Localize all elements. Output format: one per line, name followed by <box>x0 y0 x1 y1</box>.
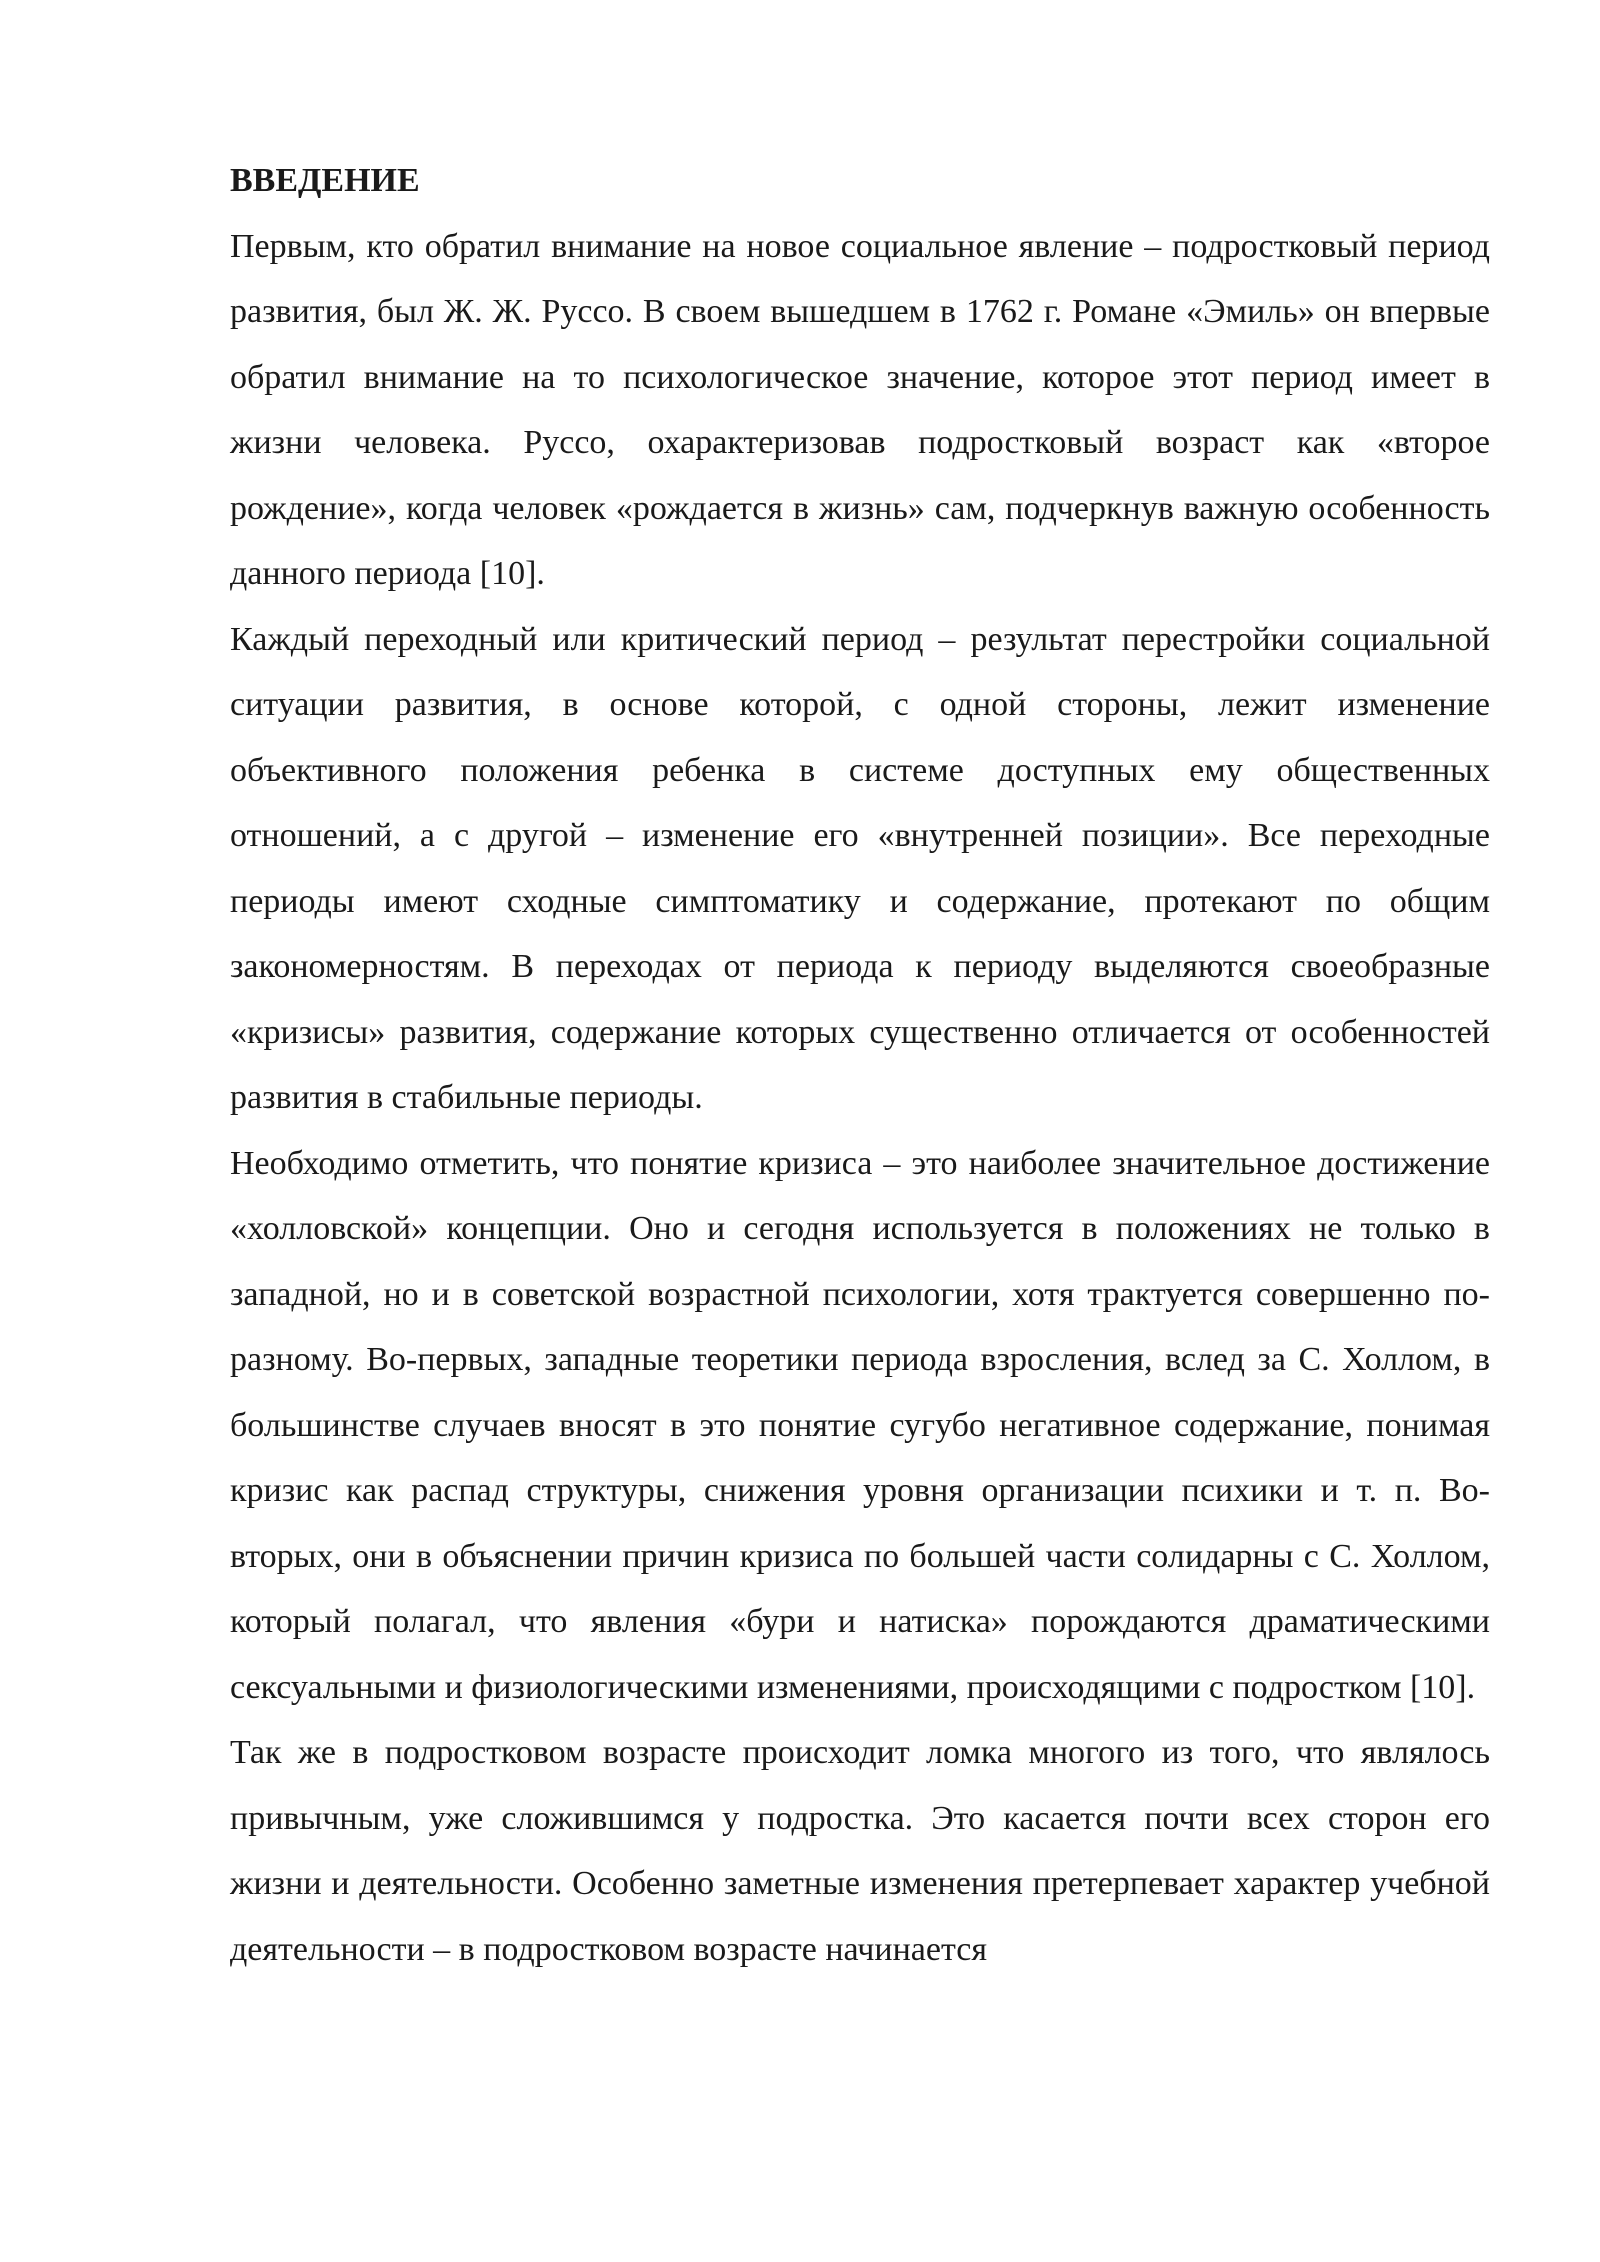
paragraph-adolescent-changes: Так же в подростковом возрасте происходит ломка многого из того, что являлось привычным, уже сложившимся у подростка. Это касается почти всех сторон его жизни и деятельности. Особенно заметные изменения претерпевает характер учебной деятельности – в подростковом возрасте начинается <box>230 1734 1490 1968</box>
paragraph-rousseau: Первым, кто обратил внимание на новое социальное явление – подростковый период развития, был Ж. Ж. Руссо. В своем вышедшем в 1762 г. Романе «Эмиль» он впервые обратил внимание на то психологическое значение, которое этот период имеет в жизни человека. Руссо, охарактеризовав подростковый возраст как «второе рождение», когда человек «рождается в жизнь» сам, подчеркнув важную особенность данного периода [10]. <box>230 227 1490 592</box>
paragraph-crisis-concept: Необходимо отметить, что понятие кризиса – это наиболее значительное достижение «холловской» концепции. Оно и сегодня используется в положениях не только в западной, но и в советской возрастной психологии, хотя трактуется совершенно по-разному. Во-первых, западные теоретики периода взросления, вслед за С. Холлом, в большинстве случаев вносят в это понятие сугубо негативное содержание, понимая кризис как распад структуры, снижения уровня организации психики и т. п. Во-вторых, они в объяснении причин кризиса по большей части солидарны с С. Холлом, который полагал, что явления «бури и натиска» порождаются драматическими сексуальными и физиологическими изменениями, происходящими с подростком [10]. <box>230 1144 1490 1706</box>
paragraph-transitional-periods: Каждый переходный или критический период – результат перестройки социальной ситуации развития, в основе которой, с одной стороны, лежит изменение объективного положения ребенка в системе доступных ему общественных отношений, а с другой – изменение его «внутренней позиции». Все переходные периоды имеют сходные симптоматику и содержание, протекают по общим закономерностям. В переходах от периода к периоду выделяются своеобразные «кризисы» развития, содержание которых существенно отличается от особенностей развития в стабильные периоды. <box>230 620 1490 1116</box>
document-body <box>230 148 1490 1982</box>
section-heading: ВВЕДЕНИЕ <box>230 162 420 199</box>
